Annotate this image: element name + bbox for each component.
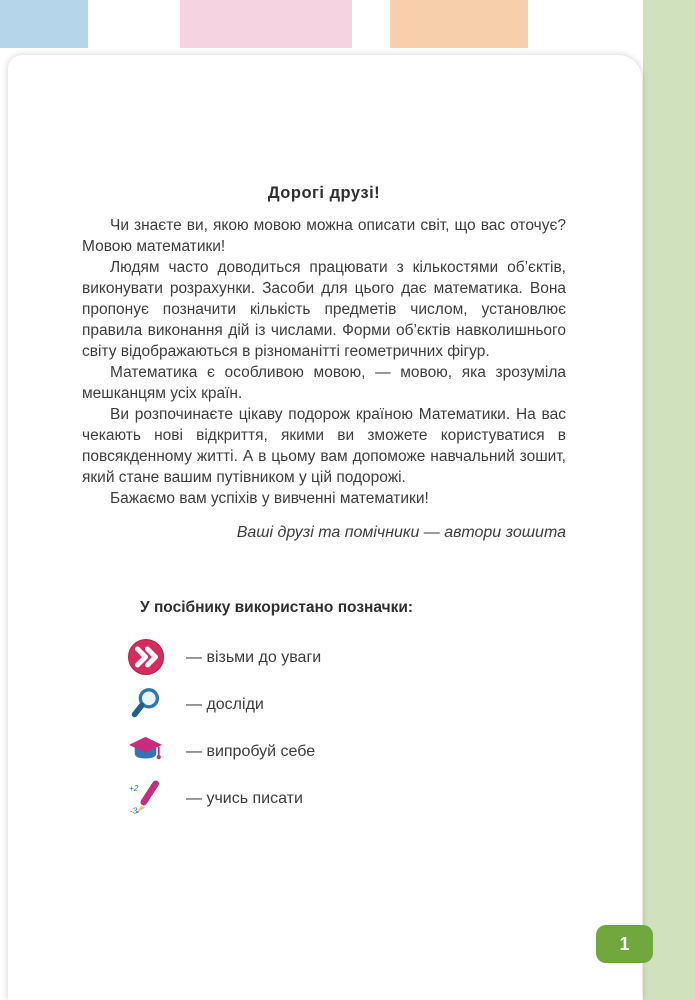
attention-icon [127, 638, 165, 676]
legend-item-label: — візьми до уваги [186, 648, 322, 666]
legend-item [127, 732, 566, 770]
svg-text:-3: -3 [129, 804, 137, 815]
page-number-tab [596, 925, 653, 963]
graduation-cap-icon [127, 732, 165, 770]
page-number: 1 [619, 933, 630, 954]
top-stripe-peach [390, 0, 528, 48]
page-content [82, 183, 566, 826]
top-stripe-pink [180, 0, 352, 48]
paragraph: Чи знаєте ви, якою мовою можна описати світ, що вас оточує? Мовою математики! [82, 217, 566, 255]
paragraph: Бажаємо вам успіхів у вивченні математики! [110, 490, 429, 507]
top-stripe-blue [0, 0, 88, 48]
legend-item [127, 685, 566, 723]
pencil-icon [127, 779, 165, 817]
side-band-green [643, 0, 695, 1000]
legend-item [127, 638, 566, 676]
legend-title: У посібнику використано позначки: [140, 599, 414, 616]
legend-item-label: — досліди [186, 695, 264, 713]
paragraph: Математика є особливою мовою, — мовою, яка зрозуміла мешканцям усіх країн. [82, 364, 566, 402]
legend-item-label: — випробуй себе [186, 742, 316, 760]
book-page [8, 55, 642, 1000]
magnifier-icon [127, 685, 165, 723]
svg-text:+2: +2 [128, 782, 138, 793]
legend-item [127, 779, 566, 817]
paragraph: Ви розпочинаєте цікаву подорож країною Математики. На вас чекають нові відкриття, якими ви зможете користуватися в повсякденному житті. А в цьому вам допоможе навчальний зошит, який стане вашим путівником у цій подорожі. [82, 406, 566, 486]
paragraph: Людям часто доводиться працювати з кількостями об’єктів, виконувати розрахунки. Засоби для цього дає математика. Вона пропонує позначити кількість предметів числом, установлює правила виконання дій із числами. Форми об’єктів навколишнього світу відображаються в різноманітті геометричних фігур. [82, 259, 566, 360]
page-heading: Дорогі друзі! [267, 184, 381, 202]
authors-signature: Ваші друзі та помічники — автори зошита [236, 524, 566, 541]
legend-item-label: — учись писати [186, 789, 303, 807]
